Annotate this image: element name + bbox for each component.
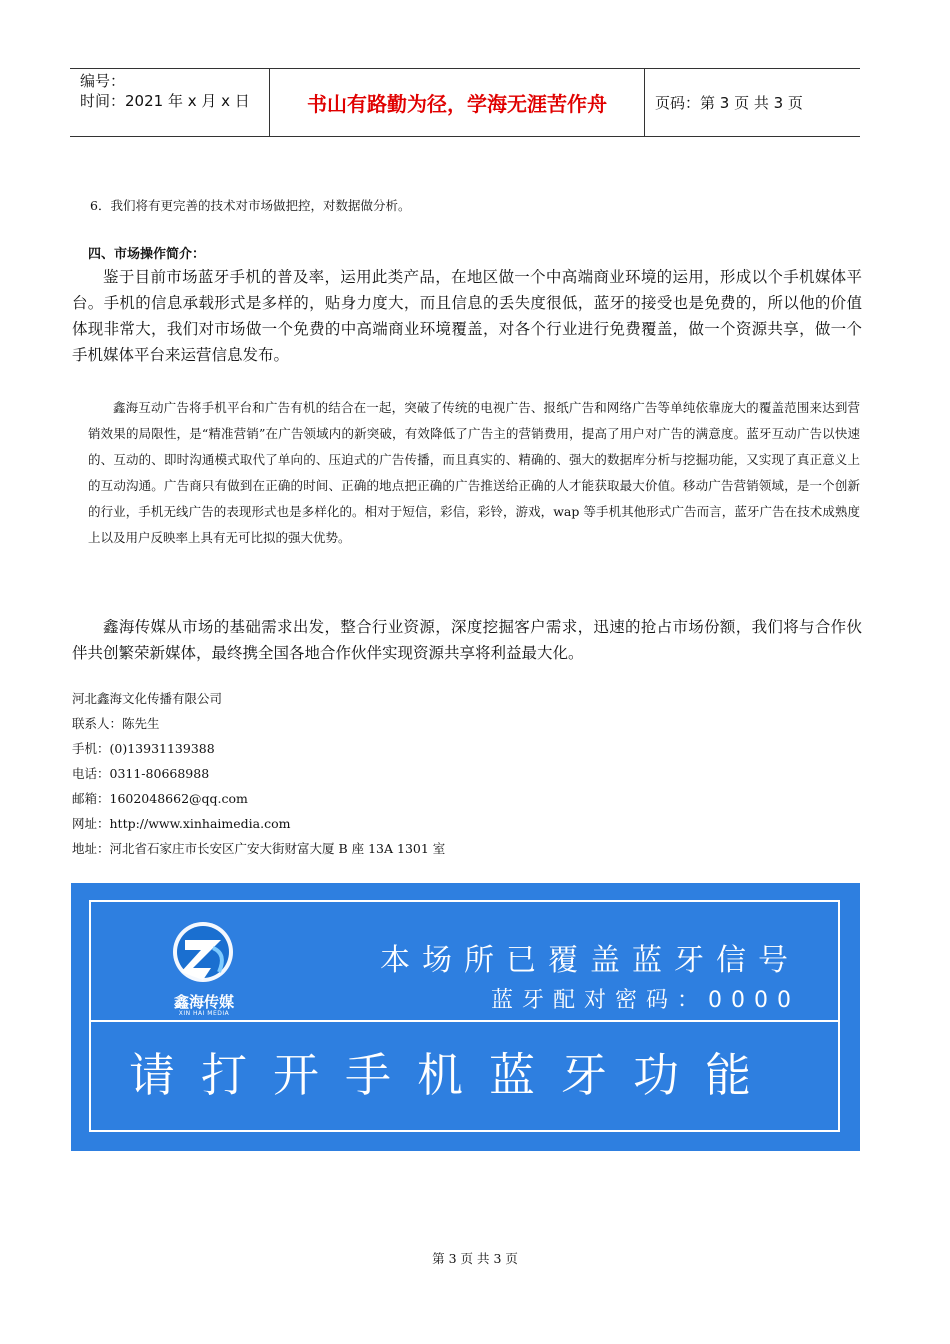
contact-block [72,686,445,861]
contact-company: 河北鑫海文化传播有限公司 [72,691,223,706]
header-page-info: 页码：第 3 页 共 3 页 [655,94,803,112]
logo-subtext: XIN HAI MEDIA [178,1010,230,1017]
section-paragraph-1: 鉴于目前市场蓝牙手机的普及率，运用此类产品，在地区做一个中高端商业环境的运用，形成以个手机媒体平台。手机的信息承载形式是多样的，贴身力度大，而且信息的丢失度很低，蓝牙的接受也是免费的，所以他的价值体现非常大，我们对市场做一个免费的中高端商业环境覆盖，对各个行业进行免费覆盖，做一个资源共享，做一个手机媒体平台来运营信息发布。 [72,268,862,364]
section-title: 四、市场操作简介： [88,247,206,262]
page-footer: 第 3 页 共 3 页 [432,1251,518,1266]
page-header [70,68,860,137]
header-time-label: 时间：2021 年 x 月 x 日 [80,92,250,110]
header-motto: 书山有路勤为径，学海无涯苦作舟 [270,69,645,136]
contact-person: 联系人：陈先生 [72,716,160,731]
header-number-label: 编号： [80,72,126,90]
section-paragraph-3: 鑫海传媒从市场的基础需求出发，整合行业资源，深度挖掘客户需求，迅速的抢占市场份额，我们将与合作伙伴共创繁荣新媒体，最终携全国各地合作伙伴实现资源共享将利益最大化。 [72,618,862,662]
banner-coverage-text: 本场所已覆盖蓝牙信号 [380,943,800,978]
section-paragraph-2: 鑫海互动广告将手机平台和广告有机的结合在一起，突破了传统的电视广告、报纸广告和网络广告等单纯依靠庞大的覆盖范围来达到营销效果的局限性，是“精准营销”在广告领域内的新突破，有效降低了广告主的营销费用，提高了用户对广告的满意度。蓝牙互动广告以快速的、互动的、即时沟通模式取代了单向的、压迫式的广告传播，而且真实的、精确的、强大的数据库分析与挖掘功能，又实现了真正意义上的互动沟通。广告商只有做到在正确的时间、正确的地点把正确的广告推送给正确的人才能获取最大价值。移动广告营销领域，是一个创新的行业，手机无线广告的表现形式也是多样化的。相对于短信，彩信，彩铃，游戏，wap 等手机其他形式广告而言，蓝牙广告在技术成熟度上以及用户反映率上具有无可比拟的强大优势。 [88,400,860,545]
contact-email: 邮箱：1602048662@qq.com [72,791,248,806]
logo-text: 鑫海传媒 [173,993,234,1011]
bluetooth-banner [71,883,860,1151]
banner-password-text: 蓝牙配对密码：0000 [491,988,800,1013]
contact-address: 地址：河北省石家庄市长安区广安大街财富大厦 B 座 13A 1301 室 [72,841,446,856]
banner-divider [89,1020,840,1022]
contact-website: 网址：http://www.xinhaimedia.com [72,816,291,831]
contact-mobile: 手机：(0)13931139388 [72,741,215,756]
contact-phone: 电话：0311-80668988 [72,766,210,781]
banner-instruction-text: 请打开手机蓝牙功能 [129,1048,777,1102]
header-meta [70,69,270,136]
list-item-6: 6．我们将有更完善的技术对市场做把控，对数据做分析。 [90,198,411,213]
